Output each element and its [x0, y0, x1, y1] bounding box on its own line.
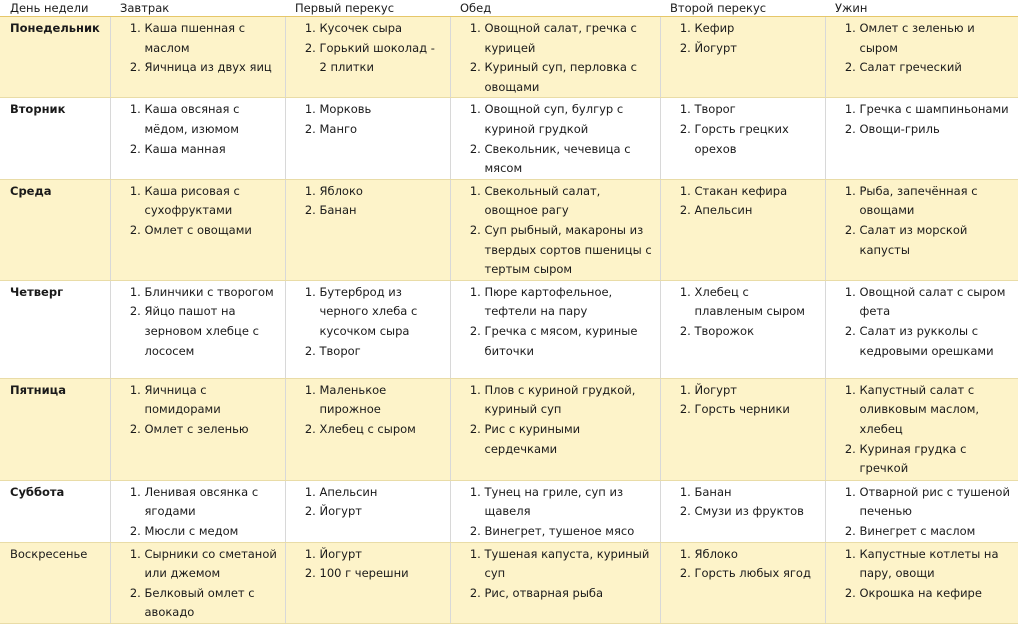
dinner-cell — [825, 280, 1018, 378]
list-item: 2. Окрошка на кефире — [860, 584, 1015, 604]
list-item: 1. Маленькое пирожное — [320, 381, 446, 420]
list-item: 2. Апельсин — [695, 201, 821, 221]
list-item: 2. Винегрет с маслом — [860, 522, 1015, 542]
day-cell: Суббота — [0, 480, 110, 542]
list-item: 1. Капустные котлеты на пару, овощи — [860, 545, 1015, 584]
list-item: 1. Овощной салат, гречка с курицей — [485, 19, 656, 58]
list-item: 2. Банан — [320, 201, 446, 221]
list-item: 2. Манго — [320, 120, 446, 140]
lunch-cell — [450, 378, 660, 480]
list-item: 2. Рис с куриными сердечками — [485, 420, 656, 459]
table-row — [0, 480, 1018, 542]
lunch-cell — [450, 480, 660, 542]
snack1-cell — [285, 17, 450, 98]
list-item: 1. Отварной рис с тушеной печенью — [860, 483, 1015, 522]
snack1-cell — [285, 480, 450, 542]
list-item: 2. Салат из морской капусты — [860, 221, 1015, 260]
table-row — [0, 98, 1018, 179]
lunch-cell — [450, 179, 660, 280]
list-item: 2. Куриная грудка с гречкой — [860, 440, 1015, 479]
dinner-cell — [825, 17, 1018, 98]
list-item: 2. Йогурт — [695, 39, 821, 59]
table-row — [0, 17, 1018, 98]
list-item: 1. Тунец на гриле, суп из щавеля — [485, 483, 656, 522]
dinner-cell — [825, 480, 1018, 542]
breakfast-cell — [110, 542, 285, 623]
day-cell: Понедельник — [0, 17, 110, 98]
list-item: 2. Яичница из двух яиц — [145, 58, 281, 78]
list-item: 1. Гречка с шампиньонами — [860, 100, 1015, 120]
list-item: 1. Каша рисовая с сухофруктами — [145, 182, 281, 221]
list-item: 2. Винегрет, тушеное мясо — [485, 522, 656, 542]
list-item: 1. Йогурт — [695, 381, 821, 401]
list-item: 1. Морковь — [320, 100, 446, 120]
table-row — [0, 179, 1018, 280]
list-item: 1. Свекольный салат, овощное рагу — [485, 182, 656, 221]
snack1-cell — [285, 179, 450, 280]
breakfast-cell — [110, 17, 285, 98]
list-item: 2. Горсть любых ягод — [695, 564, 821, 584]
list-item: 1. Тушеная капуста, куриный суп — [485, 545, 656, 584]
list-item: 1. Банан — [695, 483, 821, 503]
lunch-cell — [450, 542, 660, 623]
list-item: 1. Каша пшенная с маслом — [145, 19, 281, 58]
breakfast-cell — [110, 98, 285, 179]
lunch-cell — [450, 17, 660, 98]
list-item: 1. Кусочек сыра — [320, 19, 446, 39]
breakfast-cell — [110, 280, 285, 378]
snack2-cell — [660, 378, 825, 480]
list-item: 2. Каша манная — [145, 140, 281, 160]
day-cell: Пятница — [0, 378, 110, 480]
table-row — [0, 542, 1018, 623]
snack2-cell — [660, 480, 825, 542]
list-item: 1. Творог — [695, 100, 821, 120]
list-item: 2. Яйцо пашот на зерновом хлебце с лососем — [145, 302, 281, 361]
breakfast-cell — [110, 179, 285, 280]
day-cell: Четверг — [0, 280, 110, 378]
table-row — [0, 280, 1018, 378]
list-item: 2. Салат греческий — [860, 58, 1015, 78]
list-item: 2. 100 г черешни — [320, 564, 446, 584]
day-cell: Среда — [0, 179, 110, 280]
list-item: 2. Хлебец с сыром — [320, 420, 446, 440]
header-row — [0, 0, 1018, 17]
list-item: 1. Апельсин — [320, 483, 446, 503]
list-item: 1. Яблоко — [320, 182, 446, 202]
list-item: 1. Каша овсяная с мёдом, изюмом — [145, 100, 281, 139]
header-lunch: Обед — [450, 0, 660, 17]
list-item: 2. Гречка с мясом, куриные биточки — [485, 322, 656, 361]
list-item: 1. Хлебец с плавленым сыром — [695, 283, 821, 322]
list-item: 1. Пюре картофельное, тефтели на пару — [485, 283, 656, 322]
list-item: 2. Суп рыбный, макароны из твердых сортов пшеницы с тертым сыром — [485, 221, 656, 280]
list-item: 2. Рис, отварная рыба — [485, 584, 656, 604]
list-item: 2. Белковый омлет с авокадо — [145, 584, 281, 623]
list-item: 1. Стакан кефира — [695, 182, 821, 202]
snack2-cell — [660, 280, 825, 378]
day-cell: Вторник — [0, 98, 110, 179]
list-item: 1. Блинчики с творогом — [145, 283, 281, 303]
list-item: 2. Салат из рукколы с кедровыми орешками — [860, 322, 1015, 361]
header-day: День недели — [0, 0, 110, 17]
list-item: 2. Свекольник, чечевица с мясом — [485, 140, 656, 179]
list-item: 1. Бутерброд из черного хлеба с кусочком сыра — [320, 283, 446, 342]
snack1-cell — [285, 98, 450, 179]
list-item: 1. Капустный салат с оливковым маслом, хлебец — [860, 381, 1015, 440]
list-item: 1. Рыба, запечённая с овощами — [860, 182, 1015, 221]
list-item: 1. Яблоко — [695, 545, 821, 565]
list-item: 2. Горький шоколад - 2 плитки — [320, 39, 446, 78]
list-item: 1. Овощной суп, булгур с куриной грудкой — [485, 100, 656, 139]
snack2-cell — [660, 542, 825, 623]
lunch-cell — [450, 98, 660, 179]
dinner-cell — [825, 378, 1018, 480]
list-item: 2. Омлет с зеленью — [145, 420, 281, 440]
list-item: 2. Творожок — [695, 322, 821, 342]
snack2-cell — [660, 17, 825, 98]
lunch-cell — [450, 280, 660, 378]
list-item: 2. Мюсли с медом — [145, 522, 281, 542]
dinner-cell — [825, 179, 1018, 280]
header-snack2: Второй перекус — [660, 0, 825, 17]
list-item: 2. Горсть грецких орехов — [695, 120, 821, 159]
list-item: 1. Кефир — [695, 19, 821, 39]
header-breakfast: Завтрак — [110, 0, 285, 17]
list-item: 1. Омлет с зеленью и сыром — [860, 19, 1015, 58]
list-item: 2. Горсть черники — [695, 400, 821, 420]
list-item: 1. Яичница с помидорами — [145, 381, 281, 420]
table-row — [0, 378, 1018, 480]
list-item: 1. Йогурт — [320, 545, 446, 565]
dinner-cell — [825, 542, 1018, 623]
list-item: 2. Йогурт — [320, 502, 446, 522]
snack1-cell — [285, 378, 450, 480]
breakfast-cell — [110, 480, 285, 542]
snack1-cell — [285, 280, 450, 378]
list-item: 1. Плов с куриной грудкой, куриный суп — [485, 381, 656, 420]
dinner-cell — [825, 98, 1018, 179]
list-item: 2. Омлет с овощами — [145, 221, 281, 241]
list-item: 1. Сырники со сметаной или джемом — [145, 545, 281, 584]
list-item: 2. Куриный суп, перловка с овощами — [485, 58, 656, 97]
breakfast-cell — [110, 378, 285, 480]
snack1-cell — [285, 542, 450, 623]
snack2-cell — [660, 98, 825, 179]
day-cell: Воскресенье — [0, 542, 110, 623]
header-snack1: Первый перекус — [285, 0, 450, 17]
list-item: 2. Овощи-гриль — [860, 120, 1015, 140]
list-item: 2. Смузи из фруктов — [695, 502, 821, 522]
list-item: 1. Ленивая овсянка с ягодами — [145, 483, 281, 522]
snack2-cell — [660, 179, 825, 280]
header-dinner: Ужин — [825, 0, 1018, 17]
list-item: 2. Творог — [320, 342, 446, 362]
list-item: 1. Овощной салат с сыром фета — [860, 283, 1015, 322]
